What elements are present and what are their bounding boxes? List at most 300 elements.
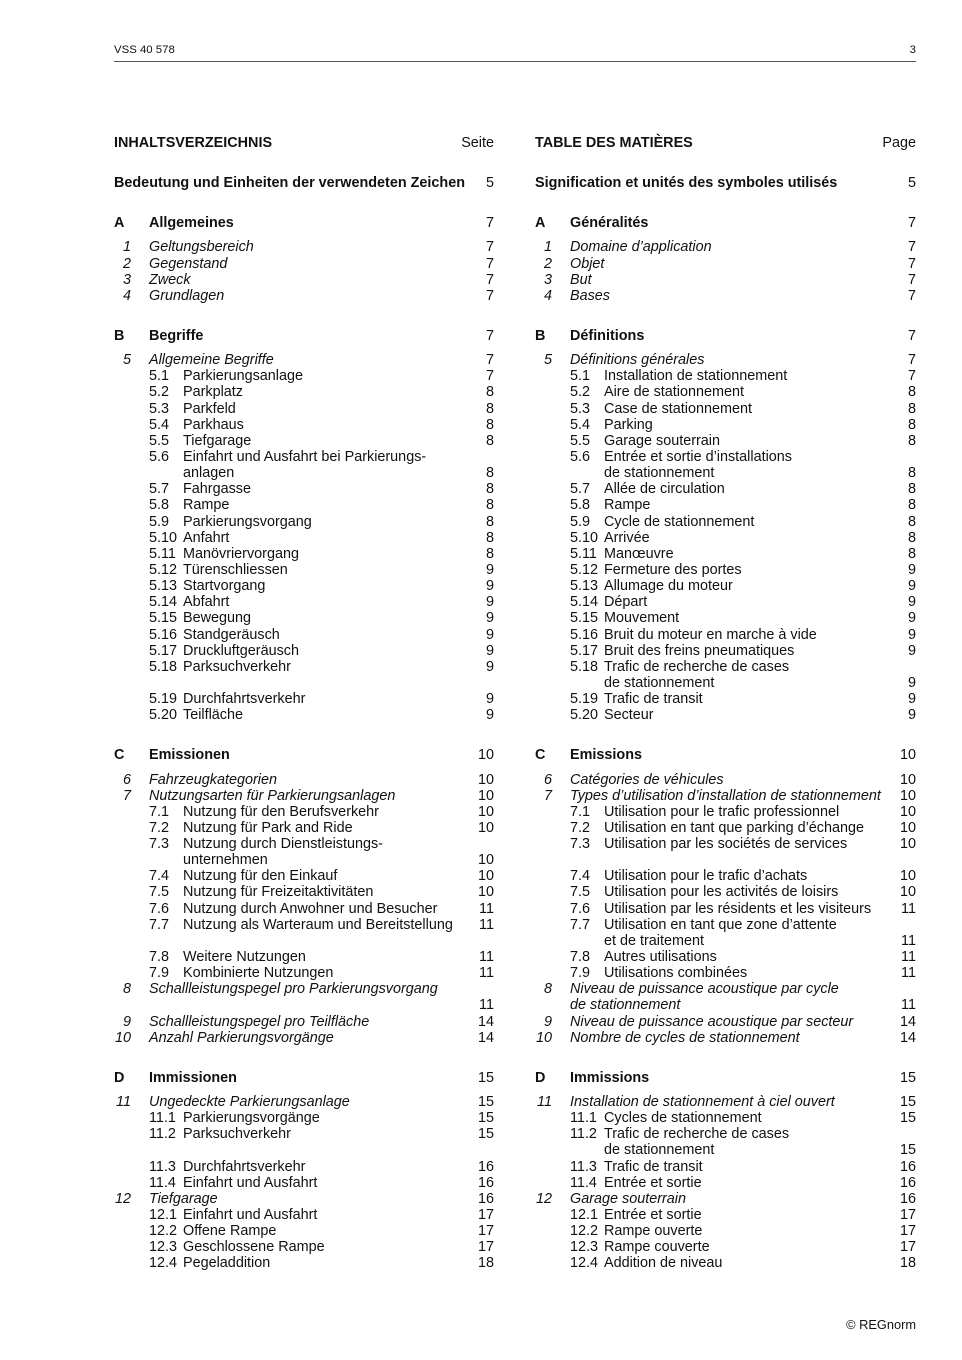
entry-line — [149, 352, 494, 368]
page-number: 11 — [901, 949, 916, 966]
entry-text — [604, 384, 916, 400]
entry-text — [183, 1175, 494, 1191]
subsection-number: 5.18 — [149, 658, 178, 675]
entry-line — [604, 965, 916, 981]
toc-sub-row — [114, 594, 916, 610]
subsection-number: 5.6 — [570, 448, 591, 465]
toc-entry-fr — [535, 481, 916, 497]
entry-text — [570, 288, 916, 304]
entry-line — [604, 1110, 916, 1126]
page-number: 8 — [907, 545, 916, 562]
entry-line — [183, 1126, 494, 1142]
page-number: 10 — [899, 836, 916, 853]
toc-entry-fr — [535, 1175, 916, 1191]
entry-title: Trafic de recherche de cases — [604, 658, 790, 675]
entry-line — [604, 804, 916, 820]
entry-line — [183, 401, 494, 417]
subsection-number: 5.2 — [149, 384, 170, 401]
page-number: 15 — [477, 1110, 494, 1127]
entry-text — [149, 328, 494, 344]
toc-sub-row — [114, 868, 916, 884]
toc-sub-row — [114, 433, 916, 449]
entry-line — [183, 578, 494, 594]
page-number: 8 — [485, 529, 494, 546]
page-number: 18 — [899, 1255, 916, 1272]
toc-entry-fr — [535, 627, 916, 643]
toc-entry-de — [114, 401, 494, 417]
subsection-number: 5.12 — [149, 561, 178, 578]
entry-title: Standgeräusch — [183, 626, 280, 643]
entry-text — [183, 610, 494, 626]
entry-text — [183, 1207, 494, 1223]
document-id: VSS 40 578 — [114, 44, 175, 56]
entry-line — [183, 514, 494, 530]
entry-title: Nutzungsarten für Parkierungsanlagen — [149, 787, 396, 804]
entry-title: Entrée et sortie d’installations — [604, 448, 792, 465]
entry-text — [604, 449, 916, 481]
entry-line — [604, 707, 916, 723]
entry-title: Trafic de transit — [604, 691, 703, 708]
entry-title: Abfahrt — [183, 594, 230, 611]
toc-entry-fr — [535, 884, 916, 900]
entry-title-continuation: de stationnement — [604, 465, 715, 482]
entry-line — [183, 1175, 494, 1191]
entry-text — [183, 1223, 494, 1239]
toc-entry-de — [114, 610, 494, 626]
page-number: 8 — [907, 481, 916, 498]
entry-text — [183, 530, 494, 546]
entry-line — [183, 691, 494, 707]
entry-line — [604, 627, 916, 643]
toc-entry-de — [114, 433, 494, 449]
entry-text — [604, 368, 916, 384]
subsection-number: 7.1 — [149, 803, 170, 820]
entry-title: Secteur — [604, 707, 654, 724]
entry-line — [183, 562, 494, 578]
page-number: 9 — [907, 642, 916, 659]
toc-entry-fr — [535, 578, 916, 594]
entry-line — [149, 239, 494, 255]
entry-line — [183, 627, 494, 643]
toc-entry-fr — [535, 594, 916, 610]
toc-entry-de — [114, 707, 494, 723]
entry-line — [183, 949, 494, 965]
toc-chapter-row — [114, 256, 916, 272]
toc-sub-row — [114, 1159, 916, 1175]
entry-text — [604, 627, 916, 643]
entry-title: Domaine d’application — [570, 239, 712, 256]
subsection-number: 12.4 — [570, 1255, 599, 1272]
page-number: 8 — [485, 497, 494, 514]
chapter-number: 6 — [122, 771, 131, 788]
page-number: 10 — [477, 868, 494, 885]
section-letter: B — [535, 327, 546, 344]
entry-text — [535, 175, 916, 191]
page-number: 7 — [907, 368, 916, 385]
entry-title: Niveau de puissance acoustique par cycle — [570, 981, 839, 998]
entry-line — [149, 1070, 494, 1086]
entry-line — [604, 530, 916, 546]
toc-entry-fr — [535, 1014, 916, 1030]
toc-entry-fr — [535, 1255, 916, 1271]
entry-line — [604, 433, 916, 449]
chapter-number: 7 — [543, 787, 552, 804]
toc-sub-row — [114, 884, 916, 900]
entry-line — [604, 368, 916, 384]
toc-entry-de — [114, 578, 494, 594]
page-number: 8 — [485, 384, 494, 401]
page-number: 11 — [901, 997, 916, 1014]
entry-title: Définitions générales — [570, 352, 705, 369]
entry-text — [149, 981, 494, 1013]
page-number: 16 — [899, 1190, 916, 1207]
page-number: 7 — [485, 239, 494, 256]
toc-entry-fr — [535, 917, 916, 949]
page-number: 7 — [485, 255, 494, 272]
entry-text — [183, 1255, 494, 1271]
subsection-number: 12.3 — [149, 1239, 178, 1256]
toc-entry-fr — [535, 1070, 916, 1086]
entry-line — [570, 788, 916, 804]
toc-entry-de — [114, 1255, 494, 1271]
toc-entry-fr — [535, 1239, 916, 1255]
entry-title: Utilisation par les résidents et les visiteurs — [604, 900, 872, 917]
subsection-number: 7.8 — [149, 949, 170, 966]
chapter-number: 8 — [543, 981, 552, 998]
entry-text — [183, 401, 494, 417]
entry-title: Entrée et sortie — [604, 1207, 702, 1224]
entry-line — [570, 997, 916, 1013]
entry-title: Utilisation pour le trafic professionnel — [604, 803, 840, 820]
entry-line — [604, 901, 916, 917]
entry-title: But — [570, 271, 592, 288]
entry-text — [183, 804, 494, 820]
entry-text — [183, 820, 494, 836]
page-number: 9 — [907, 707, 916, 724]
subsection-number: 5.5 — [149, 432, 170, 449]
toc-entry-fr — [535, 328, 916, 344]
chapter-number: 1 — [122, 239, 131, 256]
page-number: 8 — [907, 432, 916, 449]
toc-entry-fr — [535, 352, 916, 368]
toc-entry-fr — [535, 449, 916, 481]
toc-page-label-de: Seite — [461, 135, 494, 151]
subsection-number: 7.7 — [570, 916, 591, 933]
entry-text — [604, 417, 916, 433]
page-number: 15 — [899, 1094, 916, 1111]
entry-text — [149, 288, 494, 304]
toc-entry-de — [114, 1094, 494, 1110]
entry-text — [183, 868, 494, 884]
toc-entry-fr — [535, 417, 916, 433]
toc-chapter-row — [114, 788, 916, 804]
entry-text — [604, 514, 916, 530]
page-number: 11 — [479, 997, 494, 1014]
entry-text — [183, 594, 494, 610]
entry-title: Fahrgasse — [183, 481, 251, 498]
entry-line — [570, 239, 916, 255]
entry-line — [604, 401, 916, 417]
entry-title: Pegeladdition — [183, 1255, 271, 1272]
entry-line — [604, 610, 916, 626]
toc-entry-de — [114, 1175, 494, 1191]
entry-text — [570, 1094, 916, 1110]
toc-entry-de — [114, 643, 494, 659]
subsection-number: 11.4 — [149, 1174, 176, 1191]
entry-line — [183, 804, 494, 820]
entry-title: Bruit des freins pneumatiques — [604, 642, 795, 659]
page-number: 11 — [479, 949, 494, 966]
toc-entries — [114, 175, 916, 1271]
entry-line — [183, 707, 494, 723]
entry-line — [604, 836, 916, 852]
entry-line — [570, 1070, 916, 1086]
toc-entry-fr — [535, 643, 916, 659]
entry-text — [570, 352, 916, 368]
chapter-number: 8 — [122, 981, 131, 998]
page-number: 9 — [485, 578, 494, 595]
toc-entry-de — [114, 1110, 494, 1126]
entry-title-continuation: unternehmen — [183, 852, 268, 869]
toc-entry-de — [114, 530, 494, 546]
entry-text — [114, 175, 494, 191]
entry-title: Niveau de puissance acoustique par secteur — [570, 1013, 854, 1030]
toc-sub-row — [114, 514, 916, 530]
toc-entry-fr — [535, 1110, 916, 1126]
subsection-number: 7.2 — [570, 819, 591, 836]
entry-text — [604, 643, 916, 659]
entry-text — [570, 1191, 916, 1207]
entry-text — [604, 562, 916, 578]
page-number: 8 — [485, 465, 494, 482]
entry-text — [570, 1030, 916, 1046]
subsection-number: 5.1 — [570, 368, 591, 385]
page-number: 10 — [899, 787, 916, 804]
page-number: 10 — [477, 819, 494, 836]
entry-line — [604, 949, 916, 965]
page-number: 16 — [899, 1158, 916, 1175]
entry-text — [604, 917, 916, 949]
chapter-number: 6 — [543, 771, 552, 788]
entry-line — [604, 384, 916, 400]
entry-title: Schallleistungspegel pro Teilfläche — [149, 1013, 370, 1030]
entry-title: Signification et unités des symboles utilisés — [535, 175, 838, 192]
subsection-number: 5.2 — [570, 384, 591, 401]
page-number: 9 — [485, 626, 494, 643]
entry-title: Fermeture des portes — [604, 561, 742, 578]
entry-line — [149, 772, 494, 788]
toc-entry-de — [114, 384, 494, 400]
subsection-number: 5.7 — [570, 481, 591, 498]
entry-line — [183, 1110, 494, 1126]
page-number: 15 — [899, 1110, 916, 1127]
toc-sub-row — [114, 691, 916, 707]
entry-line — [183, 852, 494, 868]
toc-section-row — [114, 1070, 916, 1086]
page-number: 16 — [477, 1158, 494, 1175]
toc-entry-fr — [535, 1030, 916, 1046]
toc-chapter-row — [114, 288, 916, 304]
entry-title: Emissionen — [149, 747, 230, 764]
entry-text — [570, 328, 916, 344]
page-number: 9 — [485, 610, 494, 627]
toc-entry-fr — [535, 949, 916, 965]
entry-title: Tiefgarage — [183, 432, 252, 449]
toc-entry-de — [114, 562, 494, 578]
page-number: 9 — [485, 707, 494, 724]
entry-title: Geltungsbereich — [149, 239, 254, 256]
entry-title: Druckluftgeräusch — [183, 642, 299, 659]
toc-entry-fr — [535, 747, 916, 763]
toc-sub-row — [114, 643, 916, 659]
toc-sub-row — [114, 707, 916, 723]
entry-text — [604, 1239, 916, 1255]
toc-entry-de — [114, 884, 494, 900]
subsection-number: 5.3 — [570, 400, 591, 417]
toc-sub-row — [114, 1255, 916, 1271]
entry-text — [149, 1070, 494, 1086]
chapter-number: 9 — [122, 1013, 131, 1030]
page-number: 14 — [477, 1013, 494, 1030]
entry-line — [183, 901, 494, 917]
entry-title: Allgemeines — [149, 215, 234, 232]
entry-text — [604, 578, 916, 594]
entry-text — [183, 384, 494, 400]
entry-line — [183, 1207, 494, 1223]
chapter-number: 11 — [116, 1094, 131, 1111]
subsection-number: 7.4 — [570, 868, 591, 885]
chapter-number: 11 — [537, 1094, 552, 1111]
subsection-number: 7.1 — [570, 803, 591, 820]
page-number: 8 — [485, 432, 494, 449]
entry-title: Manövriervorgang — [183, 545, 299, 562]
page-number: 8 — [485, 416, 494, 433]
subsection-number: 5.11 — [149, 545, 176, 562]
toc-sub-row — [114, 368, 916, 384]
page-number: 7 — [907, 239, 916, 256]
entry-text — [183, 449, 494, 481]
subsection-number: 5.8 — [149, 497, 170, 514]
entry-title: Allée de circulation — [604, 481, 725, 498]
toc-entry-fr — [535, 514, 916, 530]
page-number: 10 — [899, 819, 916, 836]
entry-line — [604, 659, 916, 675]
entry-text — [149, 772, 494, 788]
toc-sub-row — [114, 627, 916, 643]
toc-chapter-row — [114, 272, 916, 288]
entry-title: Installation de stationnement à ciel ouvert — [570, 1094, 835, 1111]
entry-title: Utilisation pour le trafic d’achats — [604, 868, 808, 885]
entry-title: Parking — [604, 416, 653, 433]
page-number: 11 — [901, 900, 916, 917]
entry-line — [570, 272, 916, 288]
entry-title: Nutzung für den Berufsverkehr — [183, 803, 379, 820]
toc-entry-de — [114, 659, 494, 691]
entry-line — [183, 497, 494, 513]
toc-entry-de — [114, 352, 494, 368]
entry-title: Parkplatz — [183, 384, 243, 401]
page-number: 14 — [899, 1013, 916, 1030]
toc-entry-de — [114, 691, 494, 707]
entry-line — [183, 417, 494, 433]
chapter-number: 2 — [122, 255, 131, 272]
subsection-number: 5.9 — [149, 513, 170, 530]
page-number: 9 — [485, 594, 494, 611]
toc-entry-fr — [535, 691, 916, 707]
entry-text — [183, 1126, 494, 1142]
entry-title: Anzahl Parkierungsvorgänge — [149, 1029, 334, 1046]
subsection-number: 12.3 — [570, 1239, 599, 1256]
entry-title: Bedeutung und Einheiten der verwendeten Zeichen — [114, 175, 466, 192]
toc-sub-row — [114, 1126, 916, 1158]
entry-line — [183, 868, 494, 884]
entry-text — [570, 239, 916, 255]
entry-title: Cycles de stationnement — [604, 1110, 762, 1127]
subsection-number: 5.19 — [570, 691, 599, 708]
toc-entry-fr — [535, 288, 916, 304]
subsection-number: 7.8 — [570, 949, 591, 966]
entry-line — [604, 1126, 916, 1142]
entry-title: Départ — [604, 594, 648, 611]
toc-entry-fr — [535, 562, 916, 578]
entry-text — [604, 530, 916, 546]
subsection-number: 5.15 — [149, 610, 178, 627]
entry-text — [570, 272, 916, 288]
subsection-number: 5.20 — [570, 707, 599, 724]
subsection-number: 11.2 — [149, 1126, 176, 1143]
entry-text — [604, 868, 916, 884]
page-number: 10 — [899, 868, 916, 885]
page-number: 8 — [485, 481, 494, 498]
entry-text — [183, 949, 494, 965]
entry-title: Weitere Nutzungen — [183, 949, 306, 966]
page-number: 10 — [477, 884, 494, 901]
toc-sub-row — [114, 917, 916, 949]
entry-line — [570, 328, 916, 344]
page-number: 8 — [485, 513, 494, 530]
toc-entry-de — [114, 1223, 494, 1239]
page-number: 10 — [899, 884, 916, 901]
page-number: 10 — [477, 803, 494, 820]
page-number: 10 — [477, 787, 494, 804]
entry-line — [149, 215, 494, 231]
entry-text — [604, 594, 916, 610]
entry-line — [183, 610, 494, 626]
toc-sub-row — [114, 530, 916, 546]
entry-title: Anfahrt — [183, 529, 230, 546]
entry-line — [149, 272, 494, 288]
chapter-number: 12 — [114, 1190, 131, 1207]
entry-title: Türenschliessen — [183, 561, 288, 578]
entry-title: Mouvement — [604, 610, 680, 627]
toc-entry-fr — [535, 772, 916, 788]
toc-entry-de — [114, 417, 494, 433]
toc-entry-fr — [535, 868, 916, 884]
section-letter: C — [535, 747, 546, 764]
entry-text — [604, 1175, 916, 1191]
subsection-number: 7.6 — [149, 900, 170, 917]
entry-text — [183, 546, 494, 562]
entry-text — [183, 707, 494, 723]
toc-chapter-row — [114, 981, 916, 1013]
toc-entry-fr — [535, 901, 916, 917]
entry-line — [604, 868, 916, 884]
chapter-number: 10 — [114, 1029, 131, 1046]
subsection-number: 5.12 — [570, 561, 599, 578]
page-number: 8 — [907, 416, 916, 433]
toc-entry-de — [114, 949, 494, 965]
toc-entry-fr — [535, 384, 916, 400]
